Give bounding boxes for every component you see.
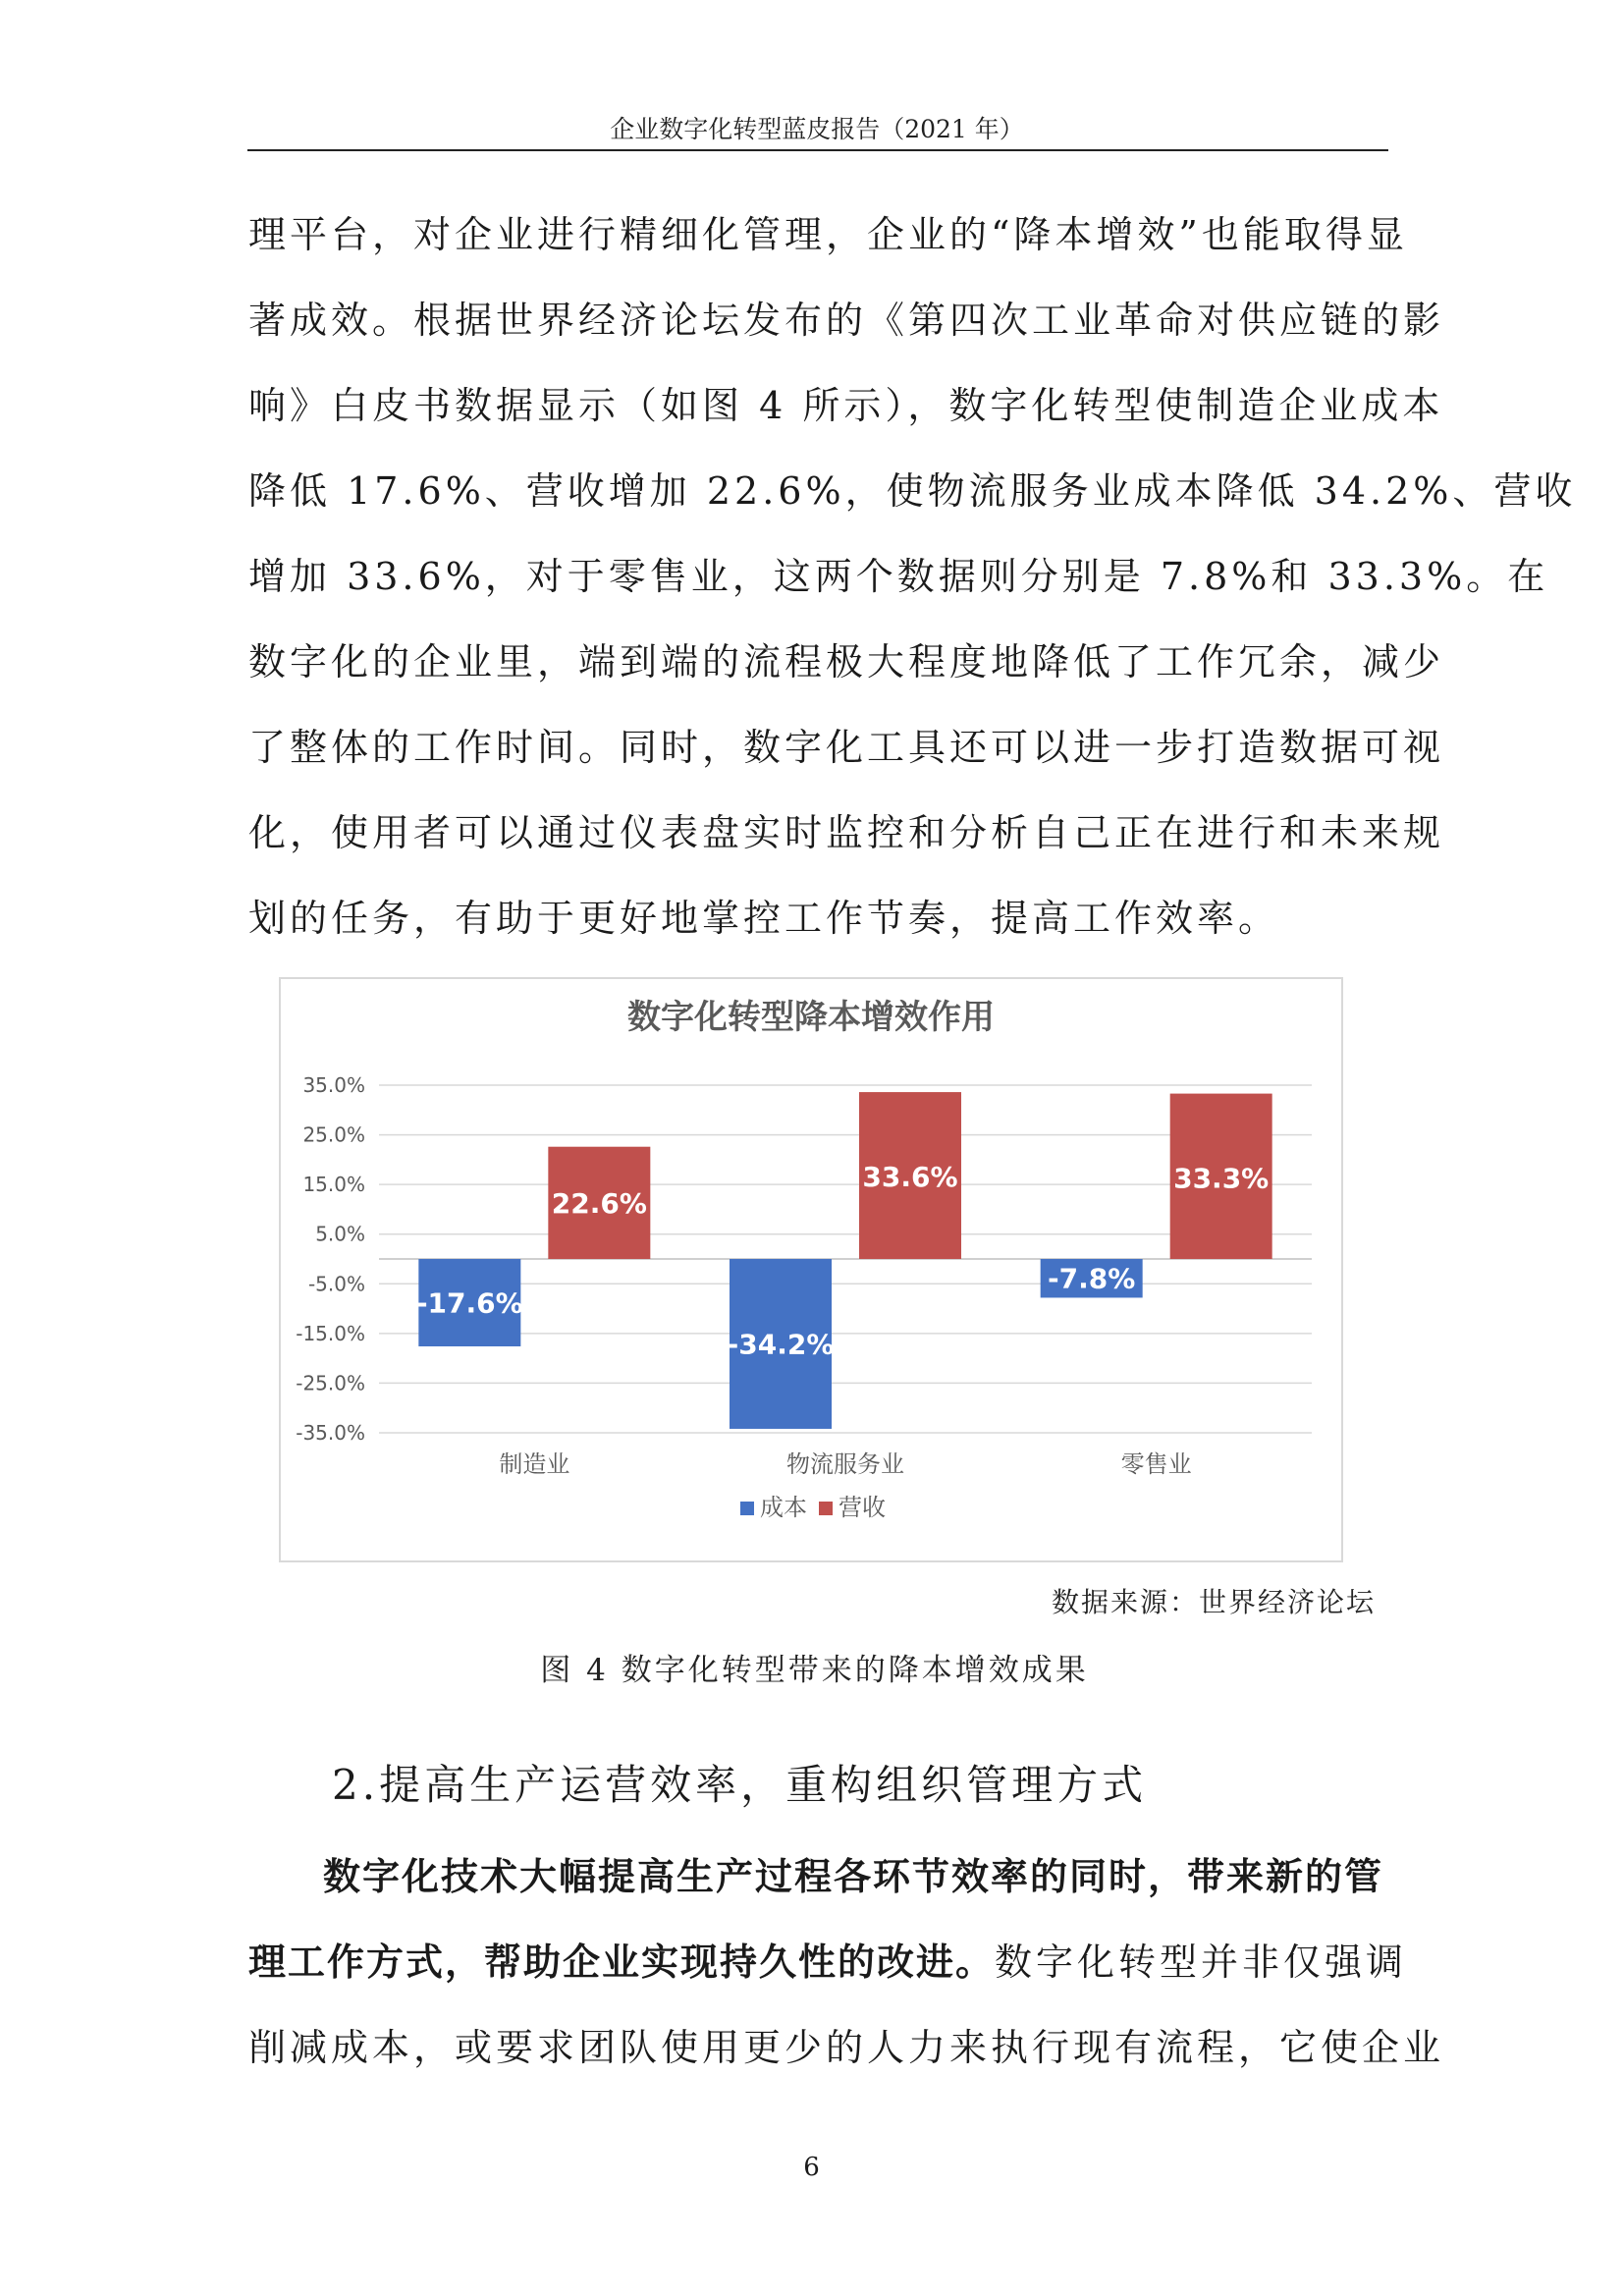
y-tick-label: -5.0% [307,1272,365,1296]
legend-label: 成本 [760,1494,807,1521]
x-category-label: 零售业 [1120,1450,1192,1478]
paragraph-1-line: 了整体的工作时间。同时，数字化工具还可以进一步打造数据可视 [248,726,1445,769]
paragraph-2 [248,1834,1445,2091]
paragraph-1-line: 数字化的企业里，端到端的流程极大程度地降低了工作冗余，减少 [248,640,1445,683]
chart-container [279,977,1343,1562]
y-tick-label: -15.0% [296,1321,365,1345]
data-label: 33.6% [862,1161,958,1194]
data-label: 33.3% [1173,1162,1270,1195]
y-tick-label: 5.0% [315,1222,365,1246]
bar-chart [281,979,1341,1560]
section-heading: 2.提高生产运营效率，重构组织管理方式 [332,1761,1148,1809]
paragraph-1-line: 降低 17.6%、营收增加 22.6%，使物流服务业成本降低 34.2%、营收 [248,469,1577,513]
paragraph-1-line: 划的任务，有助于更好地掌控工作节奏，提高工作效率。 [248,897,1280,940]
paragraph-2-line [248,1834,1382,1920]
figure-caption: 图 4 数字化转型带来的降本增效成果 [540,1653,1089,1688]
legend-swatch [740,1502,754,1515]
paragraph-1-line: 响》白皮书数据显示（如图 4 所示），数字化转型使制造企业成本 [248,384,1444,427]
running-header: 企业数字化转型蓝皮报告（2021 年） [610,115,1024,143]
x-category-label: 制造业 [499,1450,570,1478]
figure-source: 数据来源：世界经济论坛 [1051,1586,1376,1618]
paragraph-2-bold: 数字化技术大幅提高生产过程各环节效率的同时，带来新的管 [323,1855,1384,1898]
y-tick-label: -25.0% [296,1371,365,1395]
data-label: -7.8% [1048,1262,1136,1295]
data-label: -34.2% [727,1328,835,1361]
paragraph-2-line: 削减成本，或要求团队使用更少的人力来执行现有流程，它使企业 [248,2026,1445,2069]
header-rule [247,149,1388,151]
data-label: -17.6% [415,1286,523,1320]
chart-title: 数字化转型降本增效作用 [627,998,995,1037]
x-category-label: 物流服务业 [786,1450,904,1478]
paragraph-1-line: 著成效。根据世界经济论坛发布的《第四次工业革命对供应链的影 [248,299,1445,342]
page-number: 6 [803,2153,820,2182]
paragraph-1-line: 理平台，对企业进行精细化管理，企业的“降本增效”也能取得显 [248,213,1408,256]
paragraph-2-bold: 理工作方式，帮助企业实现持久性的改进。 [248,1941,996,1984]
y-tick-label: -35.0% [296,1421,365,1445]
paragraph-1-line: 化，使用者可以通过仪表盘实时监控和分析自己正在进行和未来规 [248,811,1445,854]
paragraph-1 [248,192,1577,961]
paragraph-2-line [248,1920,1408,2005]
y-tick-label: 25.0% [302,1122,365,1147]
legend-label: 营收 [839,1494,886,1521]
data-label: 22.6% [551,1186,647,1220]
legend-swatch [819,1502,833,1515]
y-tick-label: 15.0% [302,1173,365,1197]
paragraph-1-line: 增加 33.6%，对于零售业，这两个数据则分别是 7.8%和 33.3%。在 [248,555,1549,598]
y-tick-label: 35.0% [302,1073,365,1097]
paragraph-2-text: 数字化转型并非仅强调 [995,1941,1408,1984]
